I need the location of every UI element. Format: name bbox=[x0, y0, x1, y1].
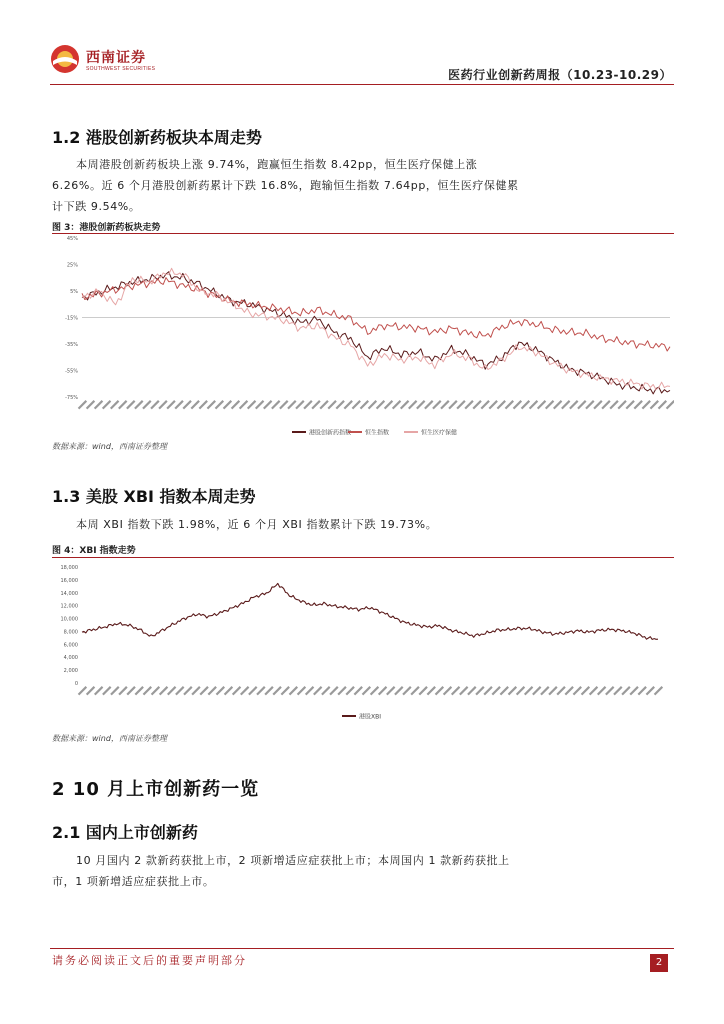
x-tick-label bbox=[279, 400, 288, 409]
x-tick-label bbox=[110, 400, 119, 409]
x-tick-label bbox=[362, 686, 371, 695]
figure-3-label: 图 3：港股创新药板块走势 bbox=[52, 223, 161, 233]
legend-label: 港股创新药指数 bbox=[309, 429, 352, 436]
x-tick-label bbox=[337, 686, 346, 695]
x-tick-label bbox=[303, 400, 312, 409]
x-tick-label bbox=[345, 686, 354, 695]
section-1-3-paragraph: 本周 XBI 指数下跌 1.98%，近 6 个月 XBI 指数累计下跌 19.73%。 bbox=[76, 518, 438, 531]
x-tick-label bbox=[281, 686, 290, 695]
x-tick-label bbox=[500, 686, 509, 695]
x-tick-label bbox=[459, 686, 468, 695]
legend-label: 恒生医疗保健 bbox=[421, 429, 458, 436]
x-tick-label bbox=[135, 686, 144, 695]
x-tick-label bbox=[142, 400, 151, 409]
x-tick-label bbox=[613, 686, 622, 695]
x-tick-label bbox=[255, 400, 264, 409]
figure-3-source: 数据来源：wind，西南证券整理 bbox=[52, 442, 167, 451]
x-tick-label bbox=[231, 400, 240, 409]
x-tick-label bbox=[94, 400, 103, 409]
x-tick-label bbox=[646, 686, 655, 695]
x-tick-label bbox=[159, 686, 168, 695]
x-tick-label bbox=[569, 400, 578, 409]
x-tick-label bbox=[489, 400, 498, 409]
x-tick-label bbox=[513, 400, 522, 409]
x-tick-label bbox=[248, 686, 257, 695]
section-heading-1-2: 1.2 港股创新药板块本周走势 bbox=[52, 128, 262, 147]
x-tick-label bbox=[102, 400, 111, 409]
x-tick-label bbox=[658, 400, 667, 409]
x-tick-label bbox=[577, 400, 586, 409]
x-tick-label bbox=[360, 400, 369, 409]
section-heading-1-3: 1.3 美股 XBI 指数本周走势 bbox=[52, 487, 256, 506]
x-tick-label bbox=[264, 686, 273, 695]
x-tick-label bbox=[386, 686, 395, 695]
x-tick-label bbox=[492, 686, 501, 695]
x-tick-label bbox=[654, 686, 663, 695]
x-tick-label bbox=[408, 400, 417, 409]
x-tick-label bbox=[376, 400, 385, 409]
x-tick-label bbox=[263, 400, 272, 409]
x-tick-label bbox=[134, 400, 143, 409]
x-axis-ticks bbox=[78, 400, 674, 409]
x-tick-label bbox=[118, 400, 127, 409]
x-tick-label bbox=[354, 686, 363, 695]
x-tick-label bbox=[216, 686, 225, 695]
x-tick-label bbox=[150, 400, 159, 409]
x-tick-label bbox=[483, 686, 492, 695]
x-tick-label bbox=[191, 400, 200, 409]
x-tick-label bbox=[143, 686, 152, 695]
y-tick-label: 10,000 bbox=[60, 616, 78, 623]
x-tick-label bbox=[126, 400, 135, 409]
y-tick-label: -75% bbox=[65, 395, 78, 401]
x-tick-label bbox=[617, 400, 626, 409]
x-tick-label bbox=[451, 686, 460, 695]
x-tick-label bbox=[605, 686, 614, 695]
x-tick-label bbox=[199, 686, 208, 695]
x-tick-label bbox=[629, 686, 638, 695]
x-tick-label bbox=[416, 400, 425, 409]
x-tick-label bbox=[540, 686, 549, 695]
x-tick-label bbox=[86, 686, 95, 695]
x-tick-label bbox=[370, 686, 379, 695]
x-tick-label bbox=[78, 400, 87, 409]
x-tick-label bbox=[464, 400, 473, 409]
header-divider bbox=[50, 84, 674, 85]
series-lines bbox=[82, 583, 658, 639]
report-title: 医药行业创新药周报（10.23-10.29） bbox=[448, 68, 672, 82]
x-tick-label bbox=[548, 686, 557, 695]
x-tick-label bbox=[126, 686, 135, 695]
chart-legend bbox=[292, 429, 457, 437]
x-tick-label bbox=[272, 686, 281, 695]
x-tick-label bbox=[199, 400, 208, 409]
x-tick-label bbox=[311, 400, 320, 409]
legend-label: 港股XBI bbox=[359, 713, 381, 721]
x-tick-label bbox=[529, 400, 538, 409]
x-tick-label bbox=[352, 400, 361, 409]
x-tick-label bbox=[561, 400, 570, 409]
x-tick-label bbox=[532, 686, 541, 695]
x-tick-label bbox=[505, 400, 514, 409]
x-tick-label bbox=[565, 686, 574, 695]
x-tick-label bbox=[634, 400, 643, 409]
x-tick-label bbox=[78, 686, 87, 695]
x-tick-label bbox=[319, 400, 328, 409]
y-tick-label: 18,000 bbox=[60, 565, 78, 571]
figure-4-label: 图 4：XBI 指数走势 bbox=[52, 546, 136, 556]
x-tick-label bbox=[621, 686, 630, 695]
x-tick-label bbox=[432, 400, 441, 409]
x-tick-label bbox=[400, 400, 409, 409]
x-tick-label bbox=[239, 400, 248, 409]
x-tick-label bbox=[224, 686, 233, 695]
x-tick-label bbox=[424, 400, 433, 409]
x-tick-label bbox=[305, 686, 314, 695]
x-tick-label bbox=[581, 686, 590, 695]
section-2-1-paragraph: 10 月国内 2 款新药获批上市，2 项新增适应症获批上市；本周国内 1 款新药获批上市，1 项新增适应症获批上市。 bbox=[52, 854, 510, 888]
y-tick-label: 2,000 bbox=[63, 668, 78, 675]
footer-divider bbox=[50, 948, 674, 949]
x-tick-label bbox=[118, 686, 127, 695]
y-tick-label: -15% bbox=[65, 315, 78, 322]
x-tick-label bbox=[378, 686, 387, 695]
y-tick-label: 8,000 bbox=[63, 629, 78, 636]
section-1-2-paragraph: 本周港股创新药板块上涨 9.74%，跑赢恒生指数 8.42pp，恒生医疗保健上涨 6.26%。近 6 个月港股创新药累计下跌 16.8%，跑输恒生指数 7.64pp，恒生医疗保健累计下跌 9.54%。 bbox=[52, 158, 519, 213]
x-tick-label bbox=[638, 686, 647, 695]
x-tick-label bbox=[443, 686, 452, 695]
y-tick-label: -35% bbox=[65, 342, 78, 348]
x-tick-label bbox=[344, 400, 353, 409]
x-tick-label bbox=[336, 400, 345, 409]
figure-4-source: 数据来源：wind，西南证券整理 bbox=[52, 734, 167, 743]
x-tick-label bbox=[167, 686, 176, 695]
y-tick-label: 16,000 bbox=[60, 577, 78, 584]
x-tick-label bbox=[174, 400, 183, 409]
x-tick-label bbox=[297, 686, 306, 695]
x-tick-label bbox=[545, 400, 554, 409]
x-tick-label bbox=[593, 400, 602, 409]
chart-legend bbox=[342, 713, 381, 721]
x-tick-label bbox=[191, 686, 200, 695]
y-tick-label: 25% bbox=[66, 262, 78, 269]
x-tick-label bbox=[410, 686, 419, 695]
brand-name: 西南证券 bbox=[86, 50, 146, 66]
xbi-index-chart bbox=[52, 558, 674, 726]
x-tick-label bbox=[247, 400, 256, 409]
x-tick-label bbox=[240, 686, 249, 695]
x-tick-label bbox=[394, 686, 403, 695]
y-tick-label: 45% bbox=[66, 236, 78, 242]
brand-name-en: SOUTHWEST SECURITIES bbox=[86, 66, 156, 72]
x-tick-label bbox=[440, 400, 449, 409]
y-tick-label: 4,000 bbox=[63, 655, 78, 662]
y-tick-label: 6,000 bbox=[63, 642, 78, 649]
x-tick-label bbox=[102, 686, 111, 695]
x-tick-label bbox=[625, 400, 634, 409]
series-lines bbox=[82, 268, 670, 394]
footer-disclaimer: 请务必阅读正文后的重要声明部分 bbox=[52, 954, 247, 967]
x-tick-label bbox=[327, 400, 336, 409]
x-tick-label bbox=[508, 686, 517, 695]
x-tick-label bbox=[427, 686, 436, 695]
y-tick-label: 5% bbox=[70, 289, 78, 295]
x-tick-label bbox=[183, 686, 192, 695]
brand-logo-icon bbox=[50, 44, 80, 74]
x-tick-label bbox=[435, 686, 444, 695]
x-tick-label bbox=[207, 400, 216, 409]
x-tick-label bbox=[524, 686, 533, 695]
x-tick-label bbox=[585, 400, 594, 409]
x-tick-label bbox=[313, 686, 322, 695]
section-heading-2: 2 10 月上市创新药一览 bbox=[52, 779, 260, 800]
x-tick-label bbox=[166, 400, 175, 409]
x-tick-label bbox=[329, 686, 338, 695]
x-tick-label bbox=[94, 686, 103, 695]
x-tick-label bbox=[516, 686, 525, 695]
x-tick-label bbox=[321, 686, 330, 695]
y-tick-label: 14,000 bbox=[60, 590, 78, 597]
y-axis-ticks bbox=[61, 565, 79, 687]
x-tick-label bbox=[110, 686, 119, 695]
series-line bbox=[82, 278, 670, 351]
x-tick-label bbox=[480, 400, 489, 409]
x-tick-label bbox=[467, 686, 476, 695]
x-tick-label bbox=[456, 400, 465, 409]
y-tick-label: 0 bbox=[74, 681, 78, 687]
section-heading-2-1: 2.1 国内上市创新药 bbox=[52, 823, 198, 842]
x-tick-label bbox=[392, 400, 401, 409]
x-tick-label bbox=[402, 686, 411, 695]
y-tick-label: 12,000 bbox=[60, 603, 78, 610]
x-tick-label bbox=[151, 686, 160, 695]
x-tick-label bbox=[601, 400, 610, 409]
x-tick-label bbox=[553, 400, 562, 409]
x-tick-label bbox=[295, 400, 304, 409]
x-tick-label bbox=[597, 686, 606, 695]
legend-label: 恒生指数 bbox=[365, 429, 390, 436]
x-tick-label bbox=[418, 686, 427, 695]
x-tick-label bbox=[556, 686, 565, 695]
x-tick-label bbox=[287, 400, 296, 409]
x-tick-label bbox=[232, 686, 241, 695]
x-tick-label bbox=[215, 400, 224, 409]
page-number: 2 bbox=[650, 954, 668, 972]
x-tick-label bbox=[650, 400, 659, 409]
x-tick-label bbox=[182, 400, 191, 409]
x-tick-label bbox=[609, 400, 618, 409]
x-tick-label bbox=[86, 400, 95, 409]
series-line bbox=[82, 268, 670, 389]
x-tick-label bbox=[175, 686, 184, 695]
x-tick-label bbox=[497, 400, 506, 409]
x-tick-label bbox=[208, 686, 217, 695]
x-tick-label bbox=[256, 686, 265, 695]
x-tick-label bbox=[666, 400, 674, 409]
x-tick-label bbox=[537, 400, 546, 409]
x-tick-label bbox=[521, 400, 530, 409]
x-tick-label bbox=[289, 686, 298, 695]
y-axis-ticks bbox=[65, 236, 78, 401]
x-tick-label bbox=[573, 686, 582, 695]
x-tick-label bbox=[158, 400, 167, 409]
x-tick-label bbox=[642, 400, 651, 409]
x-tick-label bbox=[475, 686, 484, 695]
hk-innovative-drug-chart bbox=[52, 234, 674, 436]
x-tick-label bbox=[384, 400, 393, 409]
x-tick-label bbox=[223, 400, 232, 409]
y-tick-label: -55% bbox=[65, 368, 78, 375]
x-tick-label bbox=[448, 400, 457, 409]
x-tick-label bbox=[368, 400, 377, 409]
x-tick-label bbox=[589, 686, 598, 695]
x-axis-ticks bbox=[78, 686, 663, 695]
x-tick-label bbox=[472, 400, 481, 409]
series-line bbox=[82, 583, 658, 639]
x-tick-label bbox=[271, 400, 280, 409]
